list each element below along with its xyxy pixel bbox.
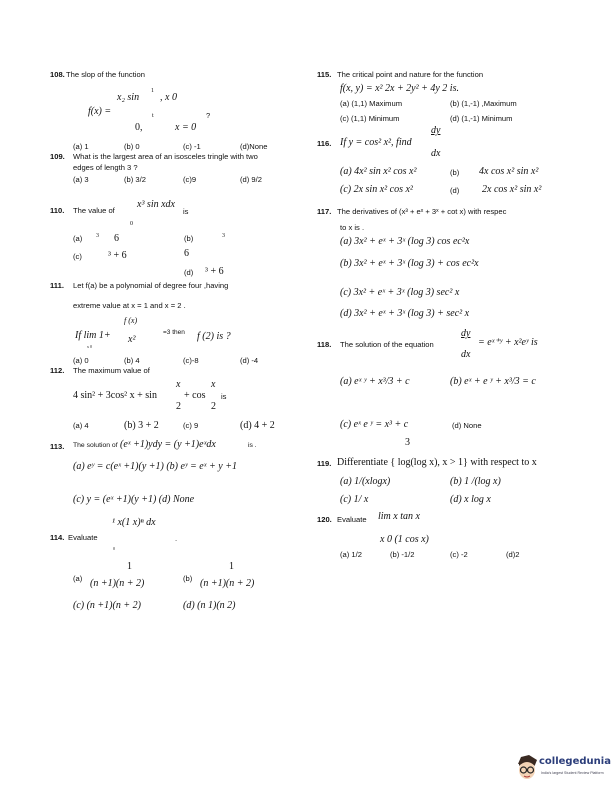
option-label: (c)	[73, 252, 82, 261]
option: (d) 4 + 2	[240, 420, 275, 431]
math: 3	[96, 233, 99, 239]
math: If lim 1+	[75, 330, 111, 341]
question-text: The solution of	[73, 442, 118, 449]
question-text: to x is .	[340, 223, 365, 232]
math: 6	[114, 233, 119, 244]
option: (c) eˣ e ʸ = x³ + c	[340, 419, 409, 430]
math: + cos	[184, 390, 206, 401]
math: x 0	[87, 344, 92, 349]
math: f (2) is ?	[197, 331, 231, 342]
math: x 0 (1 cos x)	[380, 534, 429, 545]
math: 3	[222, 233, 225, 239]
question-text: The derivatives of (x³ + eˣ + 3ˣ + cot x) with respec	[337, 207, 507, 216]
option: (b) -1/2	[390, 550, 415, 559]
math: x	[176, 379, 181, 390]
math: ³ + 6	[205, 266, 224, 277]
option: (b) 4	[124, 356, 140, 365]
math: 1	[127, 561, 132, 572]
option: (a) (1,1) Maximum	[340, 99, 403, 108]
math: 2	[211, 401, 216, 412]
math: ¹ x(1 x)ⁿ dx	[112, 517, 156, 528]
math: (n +1)(n + 2)	[200, 578, 255, 589]
option-label: (a)	[73, 234, 83, 243]
question-text: edges of length 3 ?	[73, 163, 138, 172]
math: dy	[431, 125, 441, 136]
option: (d) (n 1)(n 2)	[183, 600, 236, 611]
option: (d) None	[452, 421, 482, 430]
option: (c)9	[183, 175, 197, 184]
question-text: If y = cos² x², find	[340, 137, 412, 148]
option: (c)-8	[183, 356, 199, 365]
option: (d) x log x	[450, 494, 491, 505]
option-label: (b)	[184, 234, 194, 243]
math: (eˣ +1)ydy = (y +1)eˣdx	[120, 439, 216, 450]
option: (c) 1/ x	[340, 494, 369, 505]
option: (d) -4	[240, 356, 259, 365]
math: f(x) =	[88, 106, 112, 117]
question-number: 111.	[50, 281, 64, 290]
option: (a) 1/2	[340, 550, 362, 559]
option: (c) 9	[183, 421, 199, 430]
math: = eˣ⁺ʸ + x²eʸ is	[478, 337, 538, 348]
math: 4 sin² + 3cos² x + sin	[73, 390, 157, 401]
question-text: The solution of the equation	[340, 340, 434, 349]
math: 0	[113, 546, 115, 551]
logo-name: collegedunia	[539, 756, 611, 767]
math: f(x, y) = x² 2x + 2y² + 4y 2 is.	[340, 83, 459, 94]
question-number: 108.	[50, 70, 65, 79]
option-label: (b)	[450, 168, 460, 177]
question-number: 120.	[317, 515, 332, 524]
math: x₂ sin	[117, 92, 140, 103]
option: (c) (1,1) Minimum	[340, 114, 400, 123]
question-number: 109.	[50, 152, 65, 161]
question-text: is .	[248, 442, 257, 449]
math: dy	[461, 328, 471, 339]
math: x²	[128, 334, 136, 345]
option: (c) -2	[450, 550, 468, 559]
math: f (x)	[124, 316, 138, 325]
option: (c) -1	[183, 142, 201, 151]
question-number: 115.	[317, 70, 332, 79]
math: 3	[405, 437, 410, 448]
option: (d)None	[240, 142, 268, 151]
math: (n +1)(n + 2)	[90, 578, 145, 589]
question-text: extreme value at x = 1 and x = 2 .	[73, 301, 186, 310]
collegedunia-logo	[515, 754, 610, 784]
option: (a) 4	[73, 421, 89, 430]
math: x	[211, 379, 216, 390]
math: lim x tan x	[378, 511, 420, 522]
math: ?	[206, 111, 211, 120]
math: x³ sin xdx	[137, 199, 175, 210]
math: dx	[431, 148, 441, 159]
option: (b) 3/2	[124, 175, 146, 184]
question-text: The critical point and nature for the function	[337, 70, 484, 79]
option: (d) 9/2	[240, 175, 262, 184]
math: 0,	[135, 122, 143, 133]
question-text: is	[183, 207, 189, 216]
math: 1	[229, 561, 234, 572]
math: 6	[184, 248, 189, 259]
question-number: 116.	[317, 139, 332, 148]
option: (a) 4x² sin x² cos x²	[340, 166, 417, 177]
question-text: The slop of the function	[66, 70, 145, 79]
option: (c) 3x² + eˣ + 3ˣ (log 3) sec² x	[340, 287, 460, 298]
question-text: Evaluate	[337, 515, 367, 524]
option: (a) eˣ ʸ + x³/3 + c	[340, 376, 410, 387]
question-number: 117.	[317, 207, 332, 216]
math: t	[152, 113, 154, 119]
option: (a) eʸ = c(eˣ +1)(y +1) (b) eʸ = eˣ + y +1	[73, 461, 237, 472]
question-number: 118.	[317, 340, 332, 349]
option: (c) y = (eˣ +1)(y +1) (d) None	[73, 494, 195, 505]
option: (b) 1 /(log x)	[450, 476, 501, 487]
mascot-icon	[515, 754, 539, 782]
option: (d) 3x² + eˣ + 3ˣ (log 3) + sec² x	[340, 308, 470, 319]
logo-tagline: India's largest Student Review Platform	[541, 771, 604, 775]
math: dx	[461, 349, 471, 360]
math: 1	[151, 88, 154, 94]
option: (b) eˣ + e ʸ + x³/3 = c	[450, 376, 536, 387]
question-number: 112.	[50, 366, 65, 375]
option: (b) (1,-1) ,Maximum	[450, 99, 517, 108]
math: , x 0	[160, 92, 177, 103]
question-text: is	[221, 392, 227, 401]
question-text: The maximum value of	[73, 366, 150, 375]
math: .	[175, 534, 178, 543]
option: (a) 3x² + eˣ + 3ˣ (log 3) cos ec²x	[340, 236, 470, 247]
option: (a) 1	[73, 142, 89, 151]
math: 4x cos x² sin x²	[479, 166, 539, 177]
option: (b) 3x² + eˣ + 3ˣ (log 3) + cos ec²x	[340, 258, 479, 269]
option: (d) (1,-1) Minimum	[450, 114, 513, 123]
math: =3 then	[163, 329, 185, 336]
option-label: (b)	[183, 574, 193, 583]
option: (a) 0	[73, 356, 89, 365]
option: (c) 2x sin x² cos x²	[340, 184, 413, 195]
question-text: Evaluate	[68, 533, 98, 542]
question-text: What is the largest area of an isosceles tringle with two	[73, 152, 258, 161]
option: (c) (n +1)(n + 2)	[73, 600, 141, 611]
question-text: Let f(a) be a polynomial of degree four ,having	[73, 281, 229, 290]
option: (a) 3	[73, 175, 89, 184]
option-label: (a)	[73, 574, 83, 583]
math: 2x cos x² sin x²	[482, 184, 542, 195]
math: ³ + 6	[108, 250, 127, 261]
option: (a) 1/(xlogx)	[340, 476, 391, 487]
math: x = 0	[175, 122, 197, 133]
option: (d)2	[506, 550, 520, 559]
question-text: The value of	[73, 206, 115, 215]
question-number: 110.	[50, 206, 65, 215]
option: (b) 0	[124, 142, 140, 151]
question-number: 119.	[317, 459, 332, 468]
question-number: 114.	[50, 533, 65, 542]
question-number: 113.	[50, 442, 65, 451]
question-text: Differentiate { log(log x), x > 1} with respect to x	[337, 457, 537, 468]
option-label: (d)	[184, 268, 194, 277]
math: 0	[130, 221, 133, 227]
math: 2	[176, 401, 181, 412]
option-label: (d)	[450, 186, 460, 195]
option: (b) 3 + 2	[124, 420, 159, 431]
